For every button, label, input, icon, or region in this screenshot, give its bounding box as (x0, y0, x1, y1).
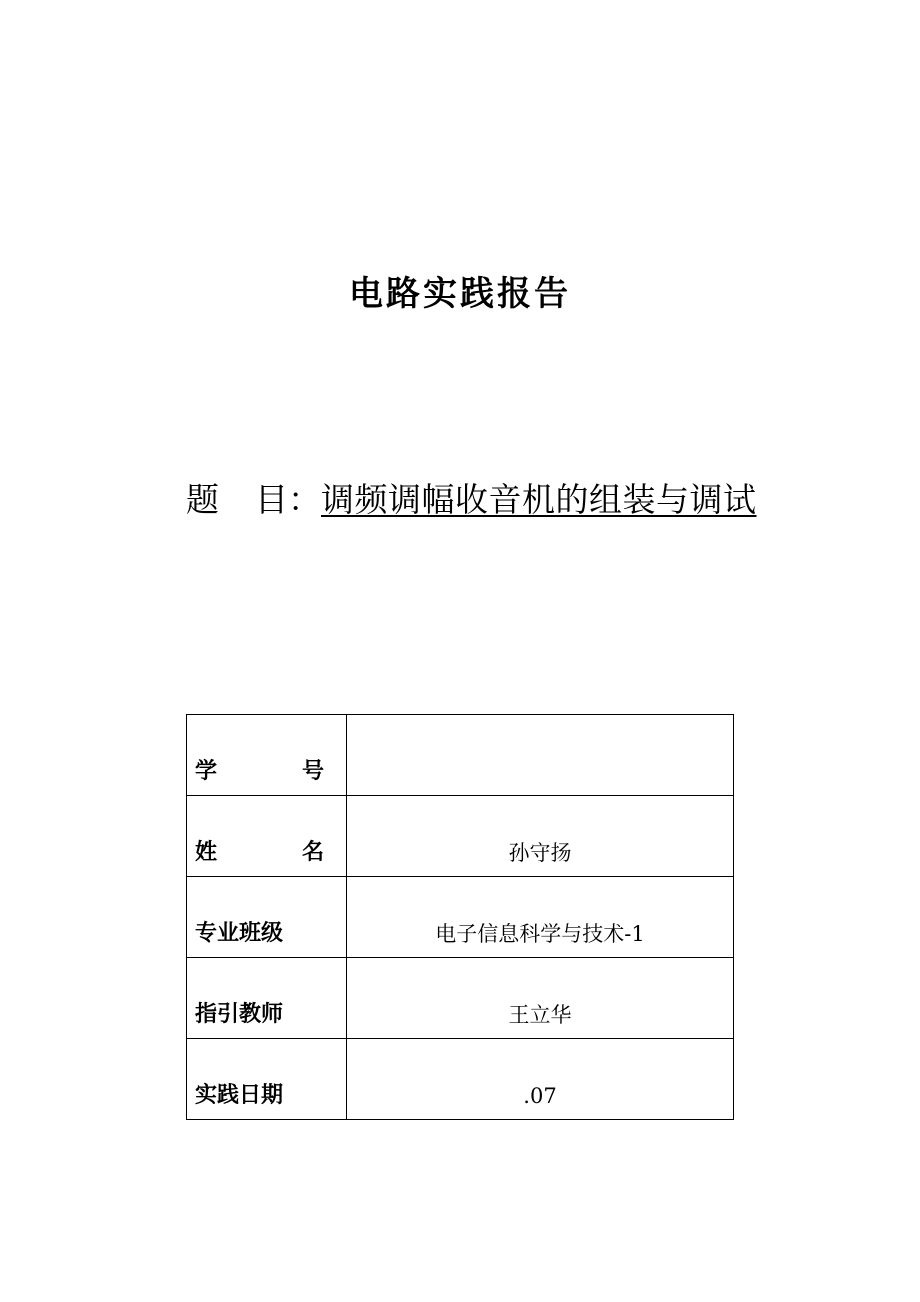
topic-line (186, 476, 757, 524)
topic-colon: ： (288, 480, 321, 519)
advisor-label: 指引教师 (187, 958, 347, 1039)
student-id-label (187, 715, 347, 796)
table-row-student-id (187, 715, 734, 796)
name-label-spread (195, 838, 324, 868)
practice-date-value: .07 (347, 1039, 734, 1120)
student-id-label-char-2: 号 (301, 759, 324, 784)
student-id-label-spread (195, 757, 324, 787)
report-title: 电路实践报告 (349, 274, 571, 314)
major-class-value: 电子信息科学与技术-1 (347, 877, 734, 958)
student-id-label-char-1: 学 (195, 759, 218, 784)
topic-label-char-1: 题 (186, 480, 219, 519)
name-label (187, 796, 347, 877)
table-row-major-class (187, 877, 734, 958)
name-value: 孙守扬 (347, 796, 734, 877)
student-id-value (347, 715, 734, 796)
practice-date-label: 实践日期 (187, 1039, 347, 1120)
info-table (186, 714, 734, 1120)
name-label-char-2: 名 (301, 840, 324, 865)
topic-label-char-2: 目 (255, 480, 288, 519)
table-row-advisor (187, 958, 734, 1039)
topic-value: 调频调幅收音机的组装与调试 (321, 480, 757, 519)
table-row-practice-date (187, 1039, 734, 1120)
table-row-name (187, 796, 734, 877)
major-class-label: 专业班级 (187, 877, 347, 958)
name-label-char-1: 姓 (195, 840, 218, 865)
advisor-value: 王立华 (347, 958, 734, 1039)
